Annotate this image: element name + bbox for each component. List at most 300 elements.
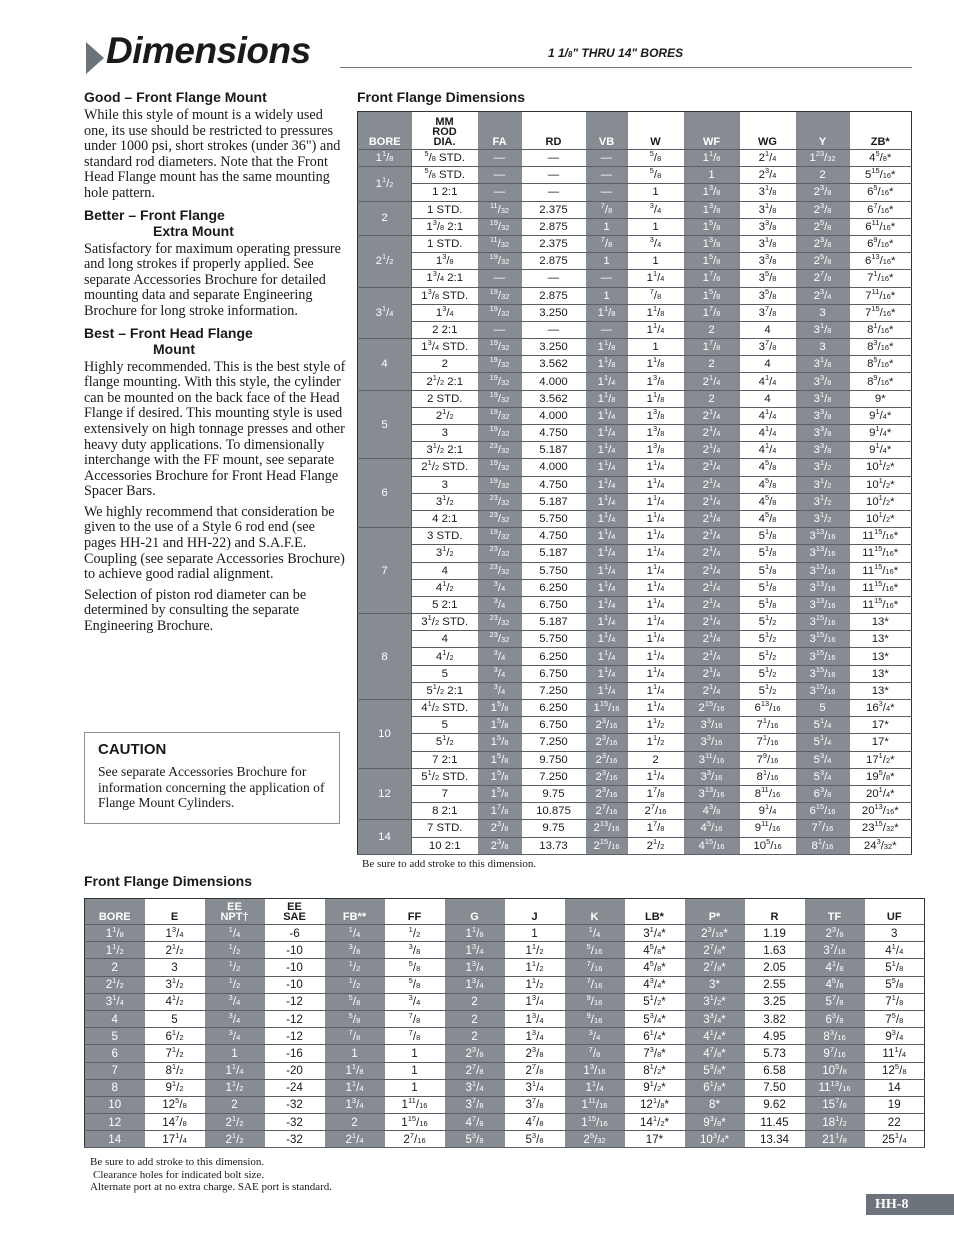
- table-cell: $11^{15}/16*$: [850, 579, 912, 596]
- table-cell: 3.562: [522, 356, 586, 373]
- table-cell: $25^1/4$: [865, 1131, 925, 1148]
- table-cell: $1^1/4$: [628, 631, 684, 648]
- table-cell: $3^3/16$: [684, 734, 740, 751]
- table-cell: $^{23}$/32: [478, 631, 522, 648]
- table-cell: $1^1/4$: [586, 545, 628, 562]
- table-cell: $1^1/8$: [628, 390, 684, 407]
- table-row: [85, 993, 925, 1010]
- table-cell: $2^3/16$: [586, 734, 628, 751]
- table-row: [358, 390, 912, 407]
- table-cell: $1^1/4$: [628, 476, 684, 493]
- table-cell: $2^3/8$: [478, 837, 522, 854]
- table-cell: $1^{15}/16$: [586, 700, 628, 717]
- column-header: E: [145, 899, 205, 925]
- table-cell: -10: [265, 942, 325, 959]
- table-cell: $1^1/2$: [628, 734, 684, 751]
- caution-box: [84, 732, 340, 824]
- column-header: FB**: [325, 899, 385, 925]
- table-cell: $^1$/2: [385, 925, 445, 942]
- table-cell: $2^7/8$: [505, 1062, 565, 1079]
- table-cell: 4.750: [522, 528, 586, 545]
- table-cell: $4^5/8$: [740, 493, 796, 510]
- table-cell: $3^1/2$: [796, 459, 850, 476]
- table-row: [85, 959, 925, 976]
- table-cell: $7^1/16*$: [850, 270, 912, 287]
- column-header: K: [565, 899, 625, 925]
- table-cell: $1^3/4$: [325, 1096, 385, 1113]
- table-cell: 1: [586, 287, 628, 304]
- table-cell: 13.34: [745, 1131, 805, 1148]
- table-cell: $4^5/8*$: [850, 150, 912, 167]
- table-cell: $5^1/2$: [740, 665, 796, 682]
- table-row: [358, 837, 912, 854]
- table-cell: $3^3/8$: [796, 425, 850, 442]
- table-cell: 5.750: [522, 562, 586, 579]
- table-cell: $1^{15}/16$: [565, 1114, 625, 1131]
- table-cell: $2^7/8*$: [685, 959, 745, 976]
- table-cell: $1^3/16$: [565, 1062, 625, 1079]
- table-cell: $19^5/8*$: [850, 768, 912, 785]
- table-cell: $5^3/8*$: [685, 1062, 745, 1079]
- table-cell: 7.250: [522, 768, 586, 785]
- table-cell: $4^5/8$: [740, 510, 796, 527]
- table-cell: $3^1/8$: [796, 321, 850, 338]
- table-row: [358, 820, 912, 837]
- table-cell: 1: [628, 184, 684, 201]
- table-cell: $3^7/16$: [805, 942, 865, 959]
- table-cell: $2^1/4$: [684, 407, 740, 424]
- table-cell: $3^{13}/16$: [796, 562, 850, 579]
- table-cell: $^1$/2: [205, 976, 265, 993]
- table-row: [358, 321, 912, 338]
- table-cell: $6^1/2$: [145, 1028, 205, 1045]
- table-row: [358, 751, 912, 768]
- table-cell: 3: [796, 339, 850, 356]
- table-cell: $3^1/2$: [412, 493, 478, 510]
- table-cell: 5: [796, 700, 850, 717]
- column-header: BORE: [358, 112, 412, 150]
- table-cell: $^{19}$/32: [478, 356, 522, 373]
- table-cell: —: [586, 184, 628, 201]
- table-row: [358, 700, 912, 717]
- table-cell: $4^5/8$: [740, 476, 796, 493]
- table-cell: 13*: [850, 665, 912, 682]
- best-text: Highly recommended. This is the best style of flange mounting. With this style, the cylinder can be mounted on the back face of the Head Flange if desired. This mounting style is used extensively on high tonnage presses and other heavy duty applications. To dimensionally interchange with the FF mount, see separate Accessories Brochure for Front Head Flange Spacer Bars.: [84, 358, 346, 500]
- table-cell: -16: [265, 1045, 325, 1062]
- table-cell: $1^3/8$: [684, 184, 740, 201]
- table-cell: $4^1/8$: [805, 959, 865, 976]
- table-row: [85, 976, 925, 993]
- column-header: UF: [865, 899, 925, 925]
- table-cell: $3^3/8$: [740, 218, 796, 235]
- table-cell: $1^1/2$: [205, 1079, 265, 1096]
- table-cell: $3^{13}/16$: [684, 785, 740, 802]
- table-cell: $4^5/8$: [805, 976, 865, 993]
- table-cell: $3^5/8$: [740, 287, 796, 304]
- table-row: [358, 682, 912, 699]
- table-cell: $^3$/8: [325, 942, 385, 959]
- table-cell: $1^5/8$: [478, 717, 522, 734]
- table-cell: $5^1/8$: [865, 959, 925, 976]
- table-cell: $5^3/4$: [796, 768, 850, 785]
- table-cell: $2^1/4$: [684, 528, 740, 545]
- table-row: [358, 270, 912, 287]
- table-cell: $^3$/4: [205, 993, 265, 1010]
- table-cell: $18^1/2$: [805, 1114, 865, 1131]
- table-cell: $10^1/2*$: [850, 510, 912, 527]
- table-cell: -12: [265, 1028, 325, 1045]
- table-row: [358, 528, 912, 545]
- better-heading: Better – Front Flange Extra Mount: [84, 206, 234, 239]
- table-cell: $^{19}$/32: [478, 304, 522, 321]
- table-cell: $1^1/4$: [628, 768, 684, 785]
- title-rule: [340, 67, 912, 68]
- column-header: G: [445, 899, 505, 925]
- table-cell: $11^{15}/16*$: [850, 545, 912, 562]
- table-cell: 3.562: [522, 390, 586, 407]
- table-cell: $1^1/4$: [628, 459, 684, 476]
- table-cell: 1: [385, 1062, 445, 1079]
- table-cell: $2^7/8$: [445, 1062, 505, 1079]
- table-cell: 1: [586, 253, 628, 270]
- table-cell: 1.63: [745, 942, 805, 959]
- table-cell: $1^1/4$: [586, 682, 628, 699]
- table2-footnote: Alternate port at no extra charge. SAE port is standard.: [90, 1181, 333, 1194]
- table-cell: $8^3/16*$: [850, 339, 912, 356]
- table-cell: $3^1/2$: [796, 493, 850, 510]
- bore-cell: 6: [85, 1045, 145, 1062]
- table-cell: $1^5/8$: [478, 785, 522, 802]
- table-cell: $3^3/8$: [796, 442, 850, 459]
- table-row: [85, 1028, 925, 1045]
- table-cell: $2^1/4$: [684, 562, 740, 579]
- table-cell: $12^5/8$: [865, 1062, 925, 1079]
- column-header: FF: [385, 899, 445, 925]
- table-cell: $1^3/4$ 2:1: [412, 270, 478, 287]
- table-cell: 5 2:1: [412, 596, 478, 613]
- table-cell: $1^1/4$: [586, 614, 628, 631]
- column-header: WG: [740, 112, 796, 150]
- table-cell: $9^1/4$: [740, 803, 796, 820]
- bore-cell: $1^1/8$: [358, 150, 412, 167]
- table-cell: 4.750: [522, 476, 586, 493]
- table-cell: $3^1/8$: [796, 356, 850, 373]
- table-cell: $2^3/16$: [586, 751, 628, 768]
- table-cell: 5: [412, 717, 478, 734]
- table-cell: 1: [505, 925, 565, 942]
- table-cell: $1^3/8$: [628, 442, 684, 459]
- column-header: Y: [796, 112, 850, 150]
- table-cell: $1^1/2$: [505, 959, 565, 976]
- table-cell: $4^1/4$: [740, 373, 796, 390]
- table-cell: —: [522, 270, 586, 287]
- table-cell: $1^1/4$: [586, 631, 628, 648]
- table-cell: $3^1/4*$: [625, 925, 685, 942]
- table-cell: $2^1/2$ 2:1: [412, 373, 478, 390]
- bore-cell: $2^1/2$: [85, 976, 145, 993]
- table-cell: $^{23}$/32: [478, 510, 522, 527]
- table-cell: $^7$/8: [628, 287, 684, 304]
- table-cell: —: [522, 150, 586, 167]
- table-cell: $3^1/8$: [740, 235, 796, 252]
- table-cell: $3^1/2$ STD.: [412, 614, 478, 631]
- table-cell: 4 2:1: [412, 510, 478, 527]
- table-cell: $1^1/4$: [586, 665, 628, 682]
- table-cell: $3^{13}/16$: [796, 579, 850, 596]
- table-cell: $7^1/16$: [740, 717, 796, 734]
- table2-footnote: Be sure to add stroke to this dimension.: [90, 1156, 265, 1168]
- table-cell: $5^5/8$: [865, 976, 925, 993]
- table-cell: $2^{13}/16$: [586, 820, 628, 837]
- table-cell: $^{19}$/32: [478, 287, 522, 304]
- bore-cell: $2^1/2$: [358, 235, 412, 287]
- table-cell: $1^3/8$: [628, 407, 684, 424]
- column-header: WF: [684, 112, 740, 150]
- mount-descriptions: [84, 89, 346, 640]
- table-row: [358, 184, 912, 201]
- table-cell: $10^1/2*$: [850, 493, 912, 510]
- table-cell: $23^{15}/32*$: [850, 820, 912, 837]
- bore-cell: 2: [358, 201, 412, 235]
- table-cell: $1^1/4$: [628, 510, 684, 527]
- table-cell: $^3$/4: [385, 993, 445, 1010]
- table-cell: $2^7/8*$: [685, 942, 745, 959]
- table-cell: $9^1/4*$: [850, 407, 912, 424]
- table-cell: $5^1/8$: [740, 579, 796, 596]
- table-cell: $1^1/8$: [325, 1062, 385, 1079]
- table-cell: 2: [412, 356, 478, 373]
- table-cell: $^{11}$/32: [478, 235, 522, 252]
- bore-cell: 10: [85, 1096, 145, 1113]
- table-cell: $1^1/4$: [586, 579, 628, 596]
- table-cell: $1^3/8$: [628, 373, 684, 390]
- table-cell: 9.75: [522, 785, 586, 802]
- table-cell: -6: [265, 925, 325, 942]
- bore-cell: 14: [358, 820, 412, 854]
- table-cell: $^{19}$/32: [478, 528, 522, 545]
- table-cell: $^5$/8: [325, 1010, 385, 1027]
- table-cell: $3^3/16$: [684, 717, 740, 734]
- table-cell: $6^{13}/16*$: [850, 253, 912, 270]
- table-cell: $^3$/4: [628, 235, 684, 252]
- table-cell: $4^5/8*$: [625, 959, 685, 976]
- table-cell: $^5$/8 STD.: [412, 150, 478, 167]
- table-cell: $1^1/4$: [628, 648, 684, 665]
- table-row: [358, 768, 912, 785]
- table-cell: $7^9/16$: [740, 751, 796, 768]
- table-cell: $6^{15}/16$: [796, 803, 850, 820]
- table-cell: $5^3/4*$: [625, 1010, 685, 1027]
- table-cell: $5^1/4$: [796, 734, 850, 751]
- table-cell: $9^3/8*$: [685, 1114, 745, 1131]
- table-cell: -32: [265, 1114, 325, 1131]
- table-cell: $1^7/8$: [684, 339, 740, 356]
- table-cell: $1^1/2$: [505, 976, 565, 993]
- table-cell: 2.375: [522, 201, 586, 218]
- recommend-text: We highly recommend that consideration be given to the use of a Style 6 rod end (see pages HH-21 and HH-22) and S.A.F.E. Coupling (see separate Accessories Brochure) to achieve good radial alignment.: [84, 503, 345, 583]
- table-cell: $1^1/8$: [586, 339, 628, 356]
- table-cell: $2^1/2$ STD.: [412, 459, 478, 476]
- table-row: [85, 1045, 925, 1062]
- table-cell: $1^5/8$: [684, 218, 740, 235]
- table-row: [358, 287, 912, 304]
- front-flange-table-2: [84, 898, 925, 1148]
- table-row: [85, 925, 925, 942]
- table-cell: $^7$/8: [565, 1045, 625, 1062]
- table-cell: $5^1/4$: [796, 717, 850, 734]
- table-cell: 1: [628, 218, 684, 235]
- table-cell: $1^1/4$: [586, 425, 628, 442]
- table-cell: $^3$/4: [565, 1028, 625, 1045]
- table-cell: $^5$/8: [628, 167, 684, 184]
- bore-cell: 7: [358, 528, 412, 614]
- table-cell: $8^5/16*$: [850, 356, 912, 373]
- table-cell: $10^5/16$: [740, 837, 796, 854]
- table-cell: $8^9/16*$: [850, 373, 912, 390]
- table-cell: $3^7/8$: [740, 339, 796, 356]
- table-cell: $^7$/16: [565, 976, 625, 993]
- table-cell: $^{19}$/32: [478, 253, 522, 270]
- table-cell: 13*: [850, 614, 912, 631]
- table-cell: $^{19}$/32: [478, 476, 522, 493]
- table-cell: $8^1/2$: [145, 1062, 205, 1079]
- table-cell: $2^1/4$: [325, 1131, 385, 1148]
- front-flange-table-1: [357, 111, 912, 855]
- table-cell: 3*: [685, 976, 745, 993]
- bore-cell: 5: [358, 390, 412, 459]
- table-cell: 2: [325, 1114, 385, 1131]
- table-cell: $1^7/8$: [628, 785, 684, 802]
- bore-cell: 2: [85, 959, 145, 976]
- table-cell: $2^7/8$: [796, 270, 850, 287]
- table-cell: $2^1/4$: [684, 425, 740, 442]
- table-cell: $1^3/4$: [145, 925, 205, 942]
- table-cell: 6.250: [522, 648, 586, 665]
- table-cell: 10.875: [522, 803, 586, 820]
- table-cell: $1^1/4$: [565, 1079, 625, 1096]
- table-row: [358, 803, 912, 820]
- table-cell: $^7$/8: [385, 1028, 445, 1045]
- table-row: [358, 373, 912, 390]
- table-cell: $^{19}$/32: [478, 339, 522, 356]
- table2-footnote: Clearance holes for indicated bolt size.: [93, 1168, 265, 1181]
- bore-cell: 12: [358, 768, 412, 820]
- table-cell: 2.375: [522, 235, 586, 252]
- table-cell: $4^5/8$: [740, 459, 796, 476]
- table-cell: $3^{15}/16$: [796, 682, 850, 699]
- table-cell: $2^3/4$: [740, 167, 796, 184]
- table-cell: $2^1/4$: [684, 459, 740, 476]
- caution-title: CAUTION: [98, 741, 167, 758]
- bore-cell: $3^1/4$: [85, 993, 145, 1010]
- table-cell: $6^3/8$: [796, 785, 850, 802]
- table-cell: —: [586, 321, 628, 338]
- table-cell: 9.75: [522, 820, 586, 837]
- column-header: VB: [586, 112, 628, 150]
- table-cell: $8^1/16$: [796, 837, 850, 854]
- table-cell: $2^5/32$: [565, 1131, 625, 1148]
- table-cell: $1^1/4$: [628, 700, 684, 717]
- table-cell: $7^{15}/16*$: [850, 304, 912, 321]
- table-cell: 4: [740, 356, 796, 373]
- table-cell: $11^{15}/16*$: [850, 562, 912, 579]
- table-cell: -32: [265, 1131, 325, 1148]
- table-row: [358, 579, 912, 596]
- table-cell: $^7$/8: [586, 235, 628, 252]
- table-cell: $^{23}$/32: [478, 562, 522, 579]
- column-header: RD: [522, 112, 586, 150]
- table-cell: 2: [445, 1028, 505, 1045]
- table-cell: $21^1/8$: [805, 1131, 865, 1148]
- table-cell: 1: [385, 1045, 445, 1062]
- table-cell: $8^1/16$: [740, 768, 796, 785]
- table-cell: $1^1/8$: [628, 356, 684, 373]
- table-cell: 4: [740, 390, 796, 407]
- table-cell: $12^5/8$: [145, 1096, 205, 1113]
- table-cell: $4^1/4*$: [685, 1028, 745, 1045]
- table-cell: -20: [265, 1062, 325, 1079]
- page-number: HH-8: [866, 1194, 954, 1215]
- table-cell: $2^7/16$: [628, 803, 684, 820]
- table-cell: $14^1/2*$: [625, 1114, 685, 1131]
- table-cell: $^5$/8: [385, 976, 445, 993]
- table-cell: 2: [796, 167, 850, 184]
- table-cell: $3^{11}/16$: [684, 751, 740, 768]
- table-cell: $4^{15}/16$: [684, 837, 740, 854]
- table-cell: $^9$/16: [565, 993, 625, 1010]
- table-cell: $17^1/2*$: [850, 751, 912, 768]
- table-cell: 5: [145, 1010, 205, 1027]
- table-cell: $9^1/2*$: [625, 1079, 685, 1096]
- table-cell: —: [586, 167, 628, 184]
- table-cell: $2^1/2$: [205, 1131, 265, 1148]
- table-cell: $6^3/8$: [805, 1010, 865, 1027]
- page-title: Dimensions: [106, 30, 311, 71]
- table-cell: $2^3/8$: [445, 1045, 505, 1062]
- table-row: [85, 1079, 925, 1096]
- table-cell: 4.000: [522, 407, 586, 424]
- table-cell: 1 STD.: [412, 235, 478, 252]
- bore-cell: 4: [358, 339, 412, 391]
- table2-footnotes: [90, 1156, 332, 1194]
- table-cell: $2^3/16$: [586, 785, 628, 802]
- table-cell: $9^1/4*$: [850, 442, 912, 459]
- table-cell: $1^3/4$: [445, 942, 505, 959]
- table1-title: Front Flange Dimensions: [357, 89, 526, 105]
- table-row: [358, 235, 912, 252]
- table-cell: $6^{13}/16$: [740, 700, 796, 717]
- column-header: EE NPT†: [205, 899, 265, 925]
- table-cell: $1^1/4$: [586, 528, 628, 545]
- table-row: [358, 339, 912, 356]
- table-cell: $2^5/8$: [796, 253, 850, 270]
- table-cell: $4^5/8*$: [625, 942, 685, 959]
- table-cell: 17*: [625, 1131, 685, 1148]
- table-cell: $7^7/16$: [796, 820, 850, 837]
- table-cell: 13*: [850, 648, 912, 665]
- table-cell: -10: [265, 959, 325, 976]
- table-cell: 5.750: [522, 631, 586, 648]
- table-cell: $5^3/8$: [445, 1131, 505, 1148]
- column-header: R: [745, 899, 805, 925]
- column-header: ZB*: [850, 112, 912, 150]
- table-cell: $3^{15}/16$: [796, 665, 850, 682]
- better-text: Satisfactory for maximum operating pressure and long strokes if properly applied. See separate Accessories Brochure for detailed mounting data and separate Engineering Brochure for long stroke information.: [84, 240, 341, 319]
- table-row: [358, 150, 912, 167]
- table-cell: $^{23}$/32: [478, 493, 522, 510]
- table-cell: $6^1/4*$: [625, 1028, 685, 1045]
- table-cell: $1^1/4$: [586, 510, 628, 527]
